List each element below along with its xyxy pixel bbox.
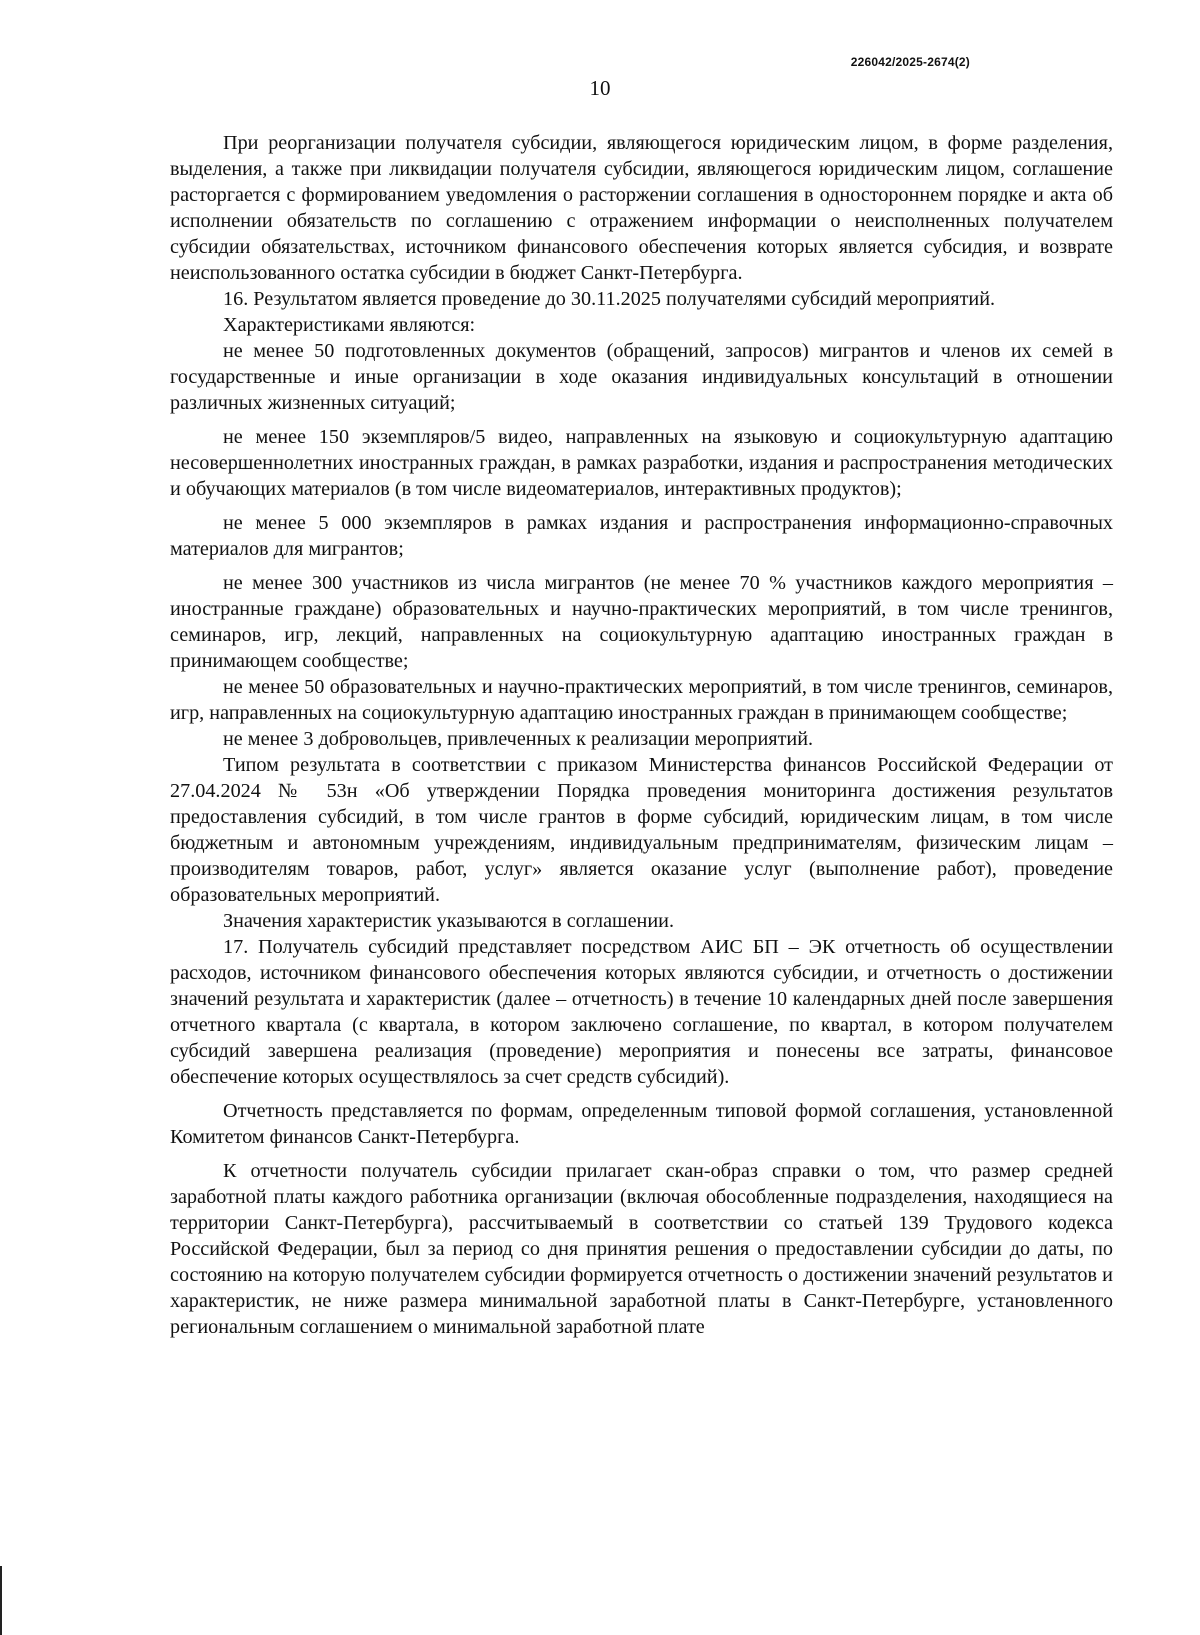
page-number: 10: [589, 76, 611, 100]
document-registration-number: 226042/2025-2674(2): [850, 55, 970, 69]
paragraph-characteristics-heading: Характеристиками являются:: [223, 314, 476, 336]
paragraph-reporting-forms: Отчетность представляется по формам, определенным типовой формой соглашения, установленной Комитетом финансов Санкт-Петербурга.: [170, 1100, 1113, 1148]
paragraph-characteristic-info-materials: не менее 5 000 экземпляров в рамках издания и распространения информационно-справочных материалов для мигрантов;: [170, 512, 1113, 560]
paragraph-salary-certificate: К отчетности получатель субсидии прилагает скан-образ справки о том, что размер средней заработной платы каждого работника организации (включая обособленные подразделения, находящиеся на территории Санкт-Петербурга), рассчитываемый в соответствии со статьей 139 Трудового кодекса Российской Федерации, был за период со дня принятия решения о предоставлении субсидии до даты, по состоянию на которую получателем субсидии формируется отчетность о достижении значений результатов и характеристик, не ниже размера минимальной заработной платы в Санкт-Петербурге, установленного региональным соглашением о минимальной заработной плате: [170, 1160, 1113, 1338]
document-body: [170, 130, 1113, 1340]
paragraph-characteristic-volunteers: не менее 3 добровольцев, привлеченных к реализации мероприятий.: [223, 728, 814, 750]
paragraph-characteristic-participants: не менее 300 участников из числа мигрантов (не менее 70 % участников каждого мероприятия – иностранные граждане) образовательных и научно-практических мероприятий, в том числе тренингов, семинаров, игр, лекций, направленных на социокультурную адаптацию иностранных граждан в принимающем сообществе;: [170, 572, 1113, 672]
paragraph-characteristic-copies-video: не менее 150 экземпляров/5 видео, направленных на языковую и социокультурную адаптацию несовершеннолетних иностранных граждан, в рамках разработки, издания и распространения методических и обучающих материалов (в том числе видеоматериалов, интерактивных продуктов);: [170, 426, 1113, 500]
paragraph-characteristic-documents: не менее 50 подготовленных документов (обращений, запросов) мигрантов и членов их семей в государственные и иные организации в ходе оказания индивидуальных консультаций в отношении различных жизненных ситуаций;: [170, 340, 1113, 414]
paragraph-result-16: 16. Результатом является проведение до 30.11.2025 получателями субсидий мероприятий.: [223, 288, 996, 310]
scan-edge-mark: [0, 1566, 2, 1635]
paragraph-reporting-17: 17. Получатель субсидий представляет посредством АИС БП – ЭК отчетность об осуществлении расходов, источником финансового обеспечения которых являются субсидии, и отчетность о достижении значений результата и характеристик (далее – отчетность) в течение 10 календарных дней после завершения отчетного квартала (с квартала, в котором заключено соглашение, по квартал, в котором получателем субсидий завершена реализация (проведение) мероприятия и понесены все затраты, финансовое обеспечение которых осуществлялось за счет средств субсидий).: [170, 936, 1113, 1088]
paragraph-reorganization: При реорганизации получателя субсидии, являющегося юридическим лицом, в форме разделения, выделения, а также при ликвидации получателя субсидии, являющегося юридическим лицом, соглашение расторгается с формированием уведомления о расторжении соглашения в одностороннем порядке и акта об исполнении обязательств по соглашению с отражением информации о неисполненных получателем субсидии обязательствах, источником финансового обеспечения которых является субсидия, и возврате неиспользованного остатка субсидии в бюджет Санкт-Петербурга.: [170, 132, 1113, 284]
paragraph-characteristic-values: Значения характеристик указываются в соглашении.: [223, 910, 675, 932]
paragraph-characteristic-events: не менее 50 образовательных и научно-практических мероприятий, в том числе тренингов, семинаров, игр, направленных на социокультурную адаптацию иностранных граждан в принимающем сообществе;: [170, 676, 1113, 724]
paragraph-result-type: Типом результата в соответствии с приказом Министерства финансов Российской Федерации от 27.04.2024 № 53н «Об утверждении Порядка проведения мониторинга достижения результатов предоставления субсидий, в том числе грантов в форме субсидий, юридическим лицам, в том числе бюджетным и автономным учреждениям, индивидуальным предпринимателям, физическим лицам – производителям товаров, работ, услуг» является оказание услуг (выполнение работ), проведение образовательных мероприятий.: [170, 754, 1113, 906]
